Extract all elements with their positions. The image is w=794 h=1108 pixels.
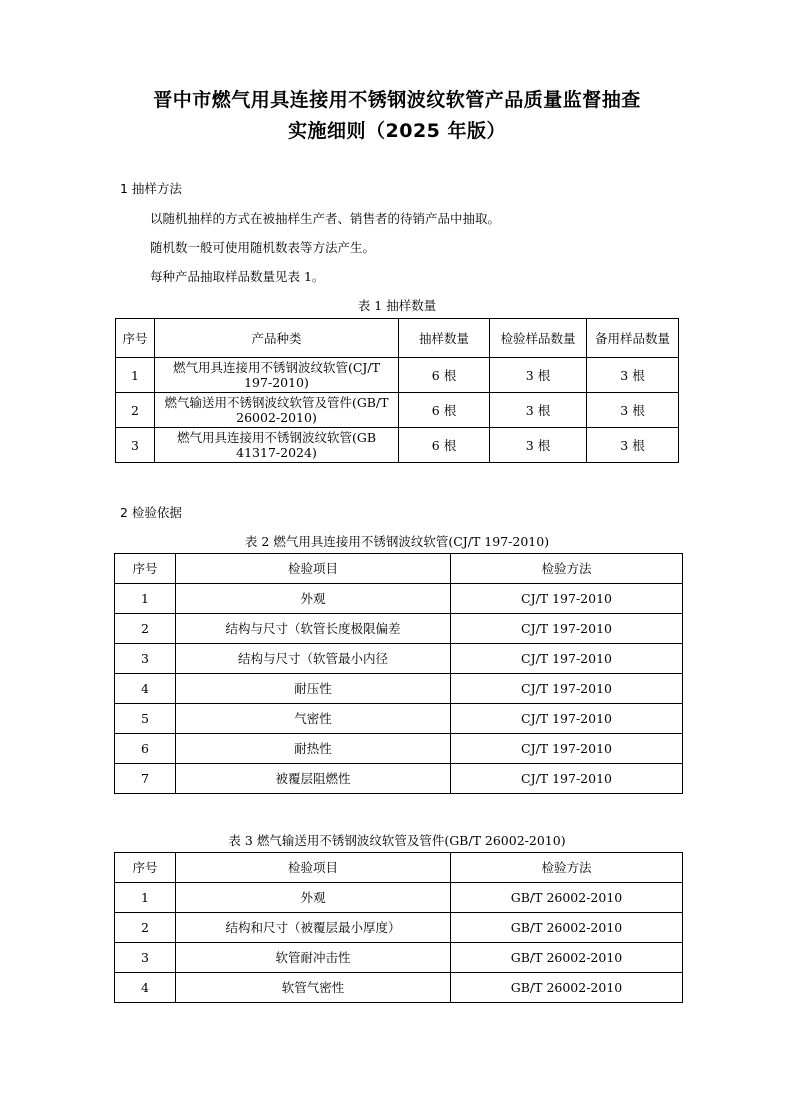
table-cell: 耐热性 [176,734,451,764]
header-cell-index: 序号 [115,554,176,584]
table-cell: 4 [115,674,176,704]
table-1-caption: 表 1 抽样数量 [357,298,437,313]
table-cell: GB/T 26002-2010 [451,913,683,943]
table-cell: 软管气密性 [176,973,451,1003]
table-cell: 3 根 [587,358,679,393]
header-cell-test-sample-qty: 检验样品数量 [490,319,587,358]
table-cell: 被覆层阻燃性 [176,764,451,794]
table-cell: 燃气用具连接用不锈钢波纹软管(CJ/T 197-2010) [155,358,399,393]
table-cell: GB/T 26002-2010 [451,883,683,913]
header-cell-index: 序号 [116,319,155,358]
table-cell: 外观 [176,883,451,913]
table-cell: CJ/T 197-2010 [451,704,683,734]
table-cell: 结构与尺寸（软管最小内径 [176,644,451,674]
header-cell-inspection-method: 检验方法 [451,554,683,584]
table-cell: 3 根 [490,358,587,393]
table-row [115,943,683,973]
section-1-paragraph-1: 以随机抽样的方式在被抽样生产者、销售者的待销产品中抽取。 [150,211,501,226]
table-cell: GB/T 26002-2010 [451,943,683,973]
inspection-items-table-cjt197 [114,553,683,794]
header-cell-inspection-item: 检验项目 [176,853,451,883]
table-cell: 3 根 [490,393,587,428]
header-cell-inspection-method: 检验方法 [451,853,683,883]
table-3-caption: 表 3 燃气输送用不锈钢波纹软管及管件(GB/T 26002-2010) [228,833,566,848]
table-row [115,704,683,734]
table-cell: 6 根 [399,393,490,428]
table-cell: 4 [115,973,176,1003]
table-header-row [115,554,683,584]
table-row [115,764,683,794]
table-cell: 3 根 [587,428,679,463]
table-cell: 6 根 [399,358,490,393]
table-cell: 2 [115,913,176,943]
table-row [115,973,683,1003]
table-cell: 6 [115,734,176,764]
section-1-paragraph-2: 随机数一般可使用随机数表等方法产生。 [150,240,376,255]
table-cell: CJ/T 197-2010 [451,644,683,674]
section-1-heading: 1 抽样方法 [120,181,182,196]
table-cell: 3 根 [490,428,587,463]
section-2-heading: 2 检验依据 [120,505,182,520]
table-cell: CJ/T 197-2010 [451,614,683,644]
table-cell: 2 [116,393,155,428]
table-cell: 5 [115,704,176,734]
header-cell-index: 序号 [115,853,176,883]
document-title-line2: 实施细则（2025 年版） [288,120,506,142]
header-cell-inspection-item: 检验项目 [176,554,451,584]
table-row [115,614,683,644]
table-cell: 3 [116,428,155,463]
table-cell: 气密性 [176,704,451,734]
table-row [115,674,683,704]
table-row [115,883,683,913]
table-cell: 3 根 [587,393,679,428]
table-cell: 1 [115,883,176,913]
table-row [115,734,683,764]
table-cell: 3 [115,644,176,674]
table-cell: 软管耐冲击性 [176,943,451,973]
table-cell: CJ/T 197-2010 [451,584,683,614]
table-cell: CJ/T 197-2010 [451,674,683,704]
table-cell: 7 [115,764,176,794]
table-header-row [116,319,679,358]
table-cell: CJ/T 197-2010 [451,764,683,794]
table-header-row [115,853,683,883]
header-cell-sample-qty: 抽样数量 [399,319,490,358]
inspection-items-table-gbt26002 [114,852,683,1003]
table-row [115,644,683,674]
header-cell-spare-sample-qty: 备用样品数量 [587,319,679,358]
table-cell: GB/T 26002-2010 [451,973,683,1003]
section-1-paragraph-3: 每种产品抽取样品数量见表 1。 [150,269,325,284]
table-cell: CJ/T 197-2010 [451,734,683,764]
table-row [116,428,679,463]
table-cell: 结构和尺寸（被覆层最小厚度） [176,913,451,943]
table-row [116,393,679,428]
table-cell: 结构与尺寸（软管长度极限偏差 [176,614,451,644]
table-cell: 耐压性 [176,674,451,704]
table-cell: 燃气输送用不锈钢波纹软管及管件(GB/T 26002-2010) [155,393,399,428]
sampling-quantity-table [115,318,679,463]
table-row [115,584,683,614]
table-cell: 1 [115,584,176,614]
table-cell: 3 [115,943,176,973]
table-cell: 6 根 [399,428,490,463]
table-cell: 燃气用具连接用不锈钢波纹软管(GB 41317-2024) [155,428,399,463]
table-row [116,358,679,393]
table-cell: 2 [115,614,176,644]
table-cell: 1 [116,358,155,393]
header-cell-product-type: 产品种类 [155,319,399,358]
document-title-line1: 晋中市燃气用具连接用不锈钢波纹软管产品质量监督抽查 [153,89,641,111]
table-row [115,913,683,943]
table-2-caption: 表 2 燃气用具连接用不锈钢波纹软管(CJ/T 197-2010) [244,534,550,549]
table-cell: 外观 [176,584,451,614]
